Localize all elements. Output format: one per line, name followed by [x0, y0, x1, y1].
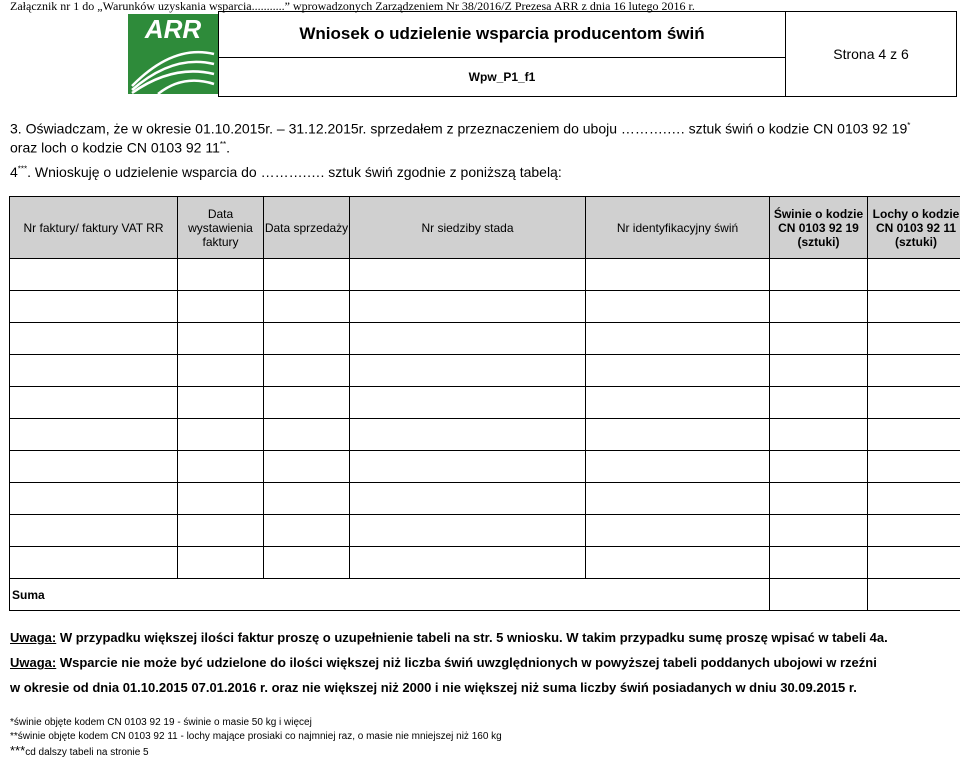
- table-row: [10, 419, 960, 451]
- table-cell[interactable]: [770, 451, 868, 483]
- table-cell[interactable]: [10, 355, 178, 387]
- table-cell[interactable]: [264, 483, 350, 515]
- table-cell[interactable]: [264, 451, 350, 483]
- table-cell[interactable]: [586, 259, 770, 291]
- svg-text:ARR: ARR: [144, 14, 202, 44]
- table-cell[interactable]: [10, 259, 178, 291]
- table-cell[interactable]: [586, 483, 770, 515]
- table-cell[interactable]: [350, 387, 586, 419]
- table-cell[interactable]: [586, 419, 770, 451]
- form-title: Wniosek o udzielenie wsparcia producentom świń: [219, 24, 785, 44]
- table-cell[interactable]: [586, 355, 770, 387]
- table-cell[interactable]: [178, 483, 264, 515]
- table-cell[interactable]: [868, 259, 960, 291]
- table-cell[interactable]: [350, 355, 586, 387]
- table-cell[interactable]: [770, 483, 868, 515]
- table-cell[interactable]: [264, 547, 350, 579]
- table-cell[interactable]: [770, 515, 868, 547]
- sum-pigs-cell[interactable]: [770, 579, 868, 611]
- table-cell[interactable]: [770, 387, 868, 419]
- table-cell[interactable]: [868, 515, 960, 547]
- note-label: Uwaga:: [10, 655, 56, 670]
- footnote-2: **świnie objęte kodem CN 0103 92 11 - lochy mające prosiaki co najmniej raz, o masie nie mniejszej niż 160 kg: [10, 730, 502, 744]
- col-pig-id: Nr identyfikacyjny świń: [586, 197, 770, 259]
- table-cell[interactable]: [770, 291, 868, 323]
- table-cell[interactable]: [868, 387, 960, 419]
- table-cell[interactable]: [10, 515, 178, 547]
- footnotes: [10, 716, 502, 760]
- page-number-box: [785, 11, 957, 97]
- col-pigs-count: Świnie o kodzie CN 0103 92 19 (sztuki): [770, 197, 868, 259]
- table-row: [10, 483, 960, 515]
- table-cell[interactable]: [10, 387, 178, 419]
- table-cell[interactable]: [868, 451, 960, 483]
- table-header-row: [10, 197, 960, 259]
- table-cell[interactable]: [586, 291, 770, 323]
- header-title-box: [218, 11, 786, 97]
- table-cell[interactable]: [10, 291, 178, 323]
- invoice-table: [9, 196, 960, 611]
- table-cell[interactable]: [350, 483, 586, 515]
- table-cell[interactable]: [178, 451, 264, 483]
- table-cell[interactable]: [264, 355, 350, 387]
- notes: Uwaga: W przypadku większej ilości faktur proszę o uzupełnienie tabeli na str. 5 wniosku. W takim przypadku sumę proszę wpisać w tabeli 4a. Uwaga: Wsparcie nie może być udzielone do ilości większej niż liczba świń uwzględnionych w powyższej tabeli poddanych ubojowi w rzeźni w okresie od dnia 01.10.2015 07.01.2016 r. oraz nie większej niż 2000 i nie większej niż suma liczby świń posiadanych w dniu 30.09.2015 r.: [10, 625, 888, 700]
- table-row: [10, 547, 960, 579]
- table-cell[interactable]: [586, 323, 770, 355]
- table-cell[interactable]: [10, 483, 178, 515]
- sum-row: [10, 579, 960, 611]
- note-text: w okresie od dnia 01.10.2015 07.01.2016 r. oraz nie większej niż 2000 i nie większej niż suma liczby świń posiadanych w dniu 30.09.2015 r.: [10, 675, 888, 700]
- declaration-4: 4***. Wnioskuję o udzielenie wsparcia do ……….…. sztuk świń zgodnie z poniższą tabelą:: [10, 164, 562, 180]
- col-sale-date: Data sprzedaży: [264, 197, 350, 259]
- sum-sows-cell[interactable]: [868, 579, 960, 611]
- table-cell[interactable]: [586, 547, 770, 579]
- table-cell[interactable]: [770, 419, 868, 451]
- table-cell[interactable]: [178, 547, 264, 579]
- table-row: [10, 259, 960, 291]
- table-cell[interactable]: [586, 451, 770, 483]
- table-cell[interactable]: [586, 387, 770, 419]
- table-cell[interactable]: [868, 419, 960, 451]
- table-cell[interactable]: [770, 355, 868, 387]
- table-row: [10, 323, 960, 355]
- table-row: [10, 355, 960, 387]
- table-row: [10, 515, 960, 547]
- sum-label: Suma: [10, 579, 770, 611]
- table-cell[interactable]: [178, 259, 264, 291]
- table-row: [10, 451, 960, 483]
- table-cell[interactable]: [350, 451, 586, 483]
- table-cell[interactable]: [178, 323, 264, 355]
- table-cell[interactable]: [264, 387, 350, 419]
- table-cell[interactable]: [264, 419, 350, 451]
- table-cell[interactable]: [770, 259, 868, 291]
- table-cell[interactable]: [868, 355, 960, 387]
- table-cell[interactable]: [178, 387, 264, 419]
- table-row: [10, 291, 960, 323]
- attachment-note: Załącznik nr 1 do „Warunków uzyskania wsparcia...........” wprowadzonych Zarządzeniem Nr 38/2016/Z Prezesa ARR z dnia 16 lutego 2016 r.: [10, 0, 695, 14]
- note-label: Uwaga:: [10, 630, 56, 645]
- footnote-3: ***cd dalszy tabeli na stronie 5: [10, 744, 502, 760]
- table-cell[interactable]: [10, 547, 178, 579]
- footnote-1: *świnie objęte kodem CN 0103 92 19 - świnie o masie 50 kg i więcej: [10, 716, 502, 730]
- declaration-3: 3. Oświadczam, że w okresie 01.10.2015r. – 31.12.2015r. sprzedałem z przeznaczeniem do uboju ……….…. sztuk świń o kodzie CN 0103 92 19* oraz loch o kodzie CN 0103 92 11**.: [10, 118, 910, 155]
- table-cell[interactable]: [10, 419, 178, 451]
- table-cell[interactable]: [868, 547, 960, 579]
- table-cell[interactable]: [586, 515, 770, 547]
- table-cell[interactable]: [350, 323, 586, 355]
- table-cell[interactable]: [10, 323, 178, 355]
- table-cell[interactable]: [178, 355, 264, 387]
- table-cell[interactable]: [350, 291, 586, 323]
- page-number: Strona 4 z 6: [786, 46, 956, 62]
- table-cell[interactable]: [770, 323, 868, 355]
- col-herd-no: Nr siedziby stada: [350, 197, 586, 259]
- table-cell[interactable]: [178, 419, 264, 451]
- table-cell[interactable]: [868, 291, 960, 323]
- table-cell[interactable]: [350, 259, 586, 291]
- table-cell[interactable]: [178, 515, 264, 547]
- table-cell[interactable]: [264, 515, 350, 547]
- table-cell[interactable]: [264, 259, 350, 291]
- form-header: [118, 11, 956, 97]
- table-cell[interactable]: [770, 547, 868, 579]
- table-cell[interactable]: [264, 291, 350, 323]
- table-cell[interactable]: [178, 291, 264, 323]
- table-cell[interactable]: [868, 483, 960, 515]
- table-cell[interactable]: [350, 547, 586, 579]
- col-sows-count: Lochy o kodzie CN 0103 92 11 (sztuki): [868, 197, 960, 259]
- col-invoice-no: Nr faktury/ faktury VAT RR: [10, 197, 178, 259]
- col-invoice-date: Data wystawienia faktury: [178, 197, 264, 259]
- table-cell[interactable]: [10, 451, 178, 483]
- table-cell[interactable]: [350, 515, 586, 547]
- table-cell[interactable]: [868, 323, 960, 355]
- table-row: [10, 387, 960, 419]
- form-code: Wpw_P1_f1: [219, 70, 785, 84]
- table-cell[interactable]: [264, 323, 350, 355]
- table-cell[interactable]: [350, 419, 586, 451]
